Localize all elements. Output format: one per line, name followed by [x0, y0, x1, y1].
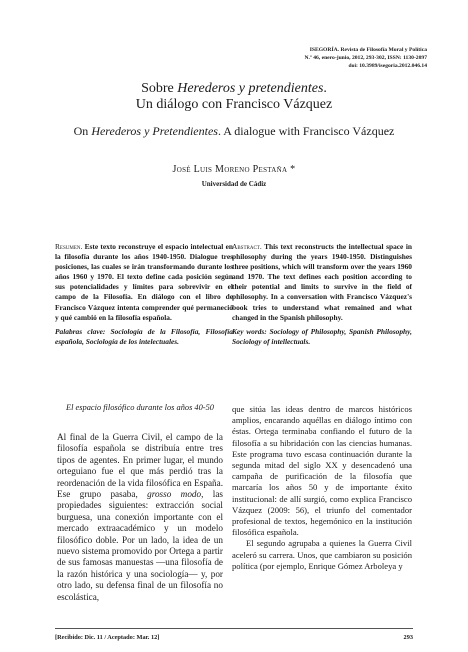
author-name: José Luis Moreno Pestaña *	[172, 164, 296, 175]
title-line2: Un diálogo con Francisco Vázquez	[135, 97, 333, 112]
abstract-en-label: Abstract.	[232, 242, 262, 251]
keywords-en-label: Key words:	[232, 326, 267, 336]
author-affiliation: Universidad de Cádiz	[201, 180, 267, 188]
keywords-es-label: Palabras clave:	[55, 326, 106, 336]
title-italic: Herederos y pretendientes	[177, 81, 324, 96]
article-title	[62, 81, 406, 113]
body-column-left	[57, 402, 223, 603]
abstract-en-text: This text reconstructs the intellectual space in philosophy during the years 1940-1950. Distinguishes three positions, which will transform over the years 1960 and 1970. The text defines each position according to their potential and limits to survive in the field of philosophy. In a conversation with Francisco Vázquez's book tries to understand what remained and what changed in the Spanish philosophy.	[232, 242, 412, 322]
title-suffix: .	[323, 81, 327, 96]
subtitle-italic: Herederos y Pretendientes	[91, 124, 218, 138]
journal-issue: N.º 46, enero-junio, 2012, 293-302, ISSN: 1130-2097	[304, 55, 427, 62]
journal-doi: doi: 10.3989/isegoria.2012.046.14	[348, 63, 427, 70]
body-right-paragraph-2: El segundo agrupaba a quienes la Guerra Civil aceleró su carrera. Unos, que cambiaron su posición política (por ejemplo, Enrique Gómez Arboleya y	[232, 538, 412, 571]
journal-header	[197, 46, 427, 70]
title-prefix: Sobre	[141, 81, 178, 96]
body-column-right	[232, 404, 412, 572]
body-left-text: Al final de la Guerra Civil, el campo de la filosofía española se distribuía entre tres tipos de agentes. En primer lugar, el mundo orteguiano fue el que más perdió tras la reordenación de la vida filosófica en España. Ese grupo pasaba,	[57, 432, 223, 500]
page-number: 293	[403, 634, 413, 641]
body-left-italic: grosso modo	[147, 489, 202, 500]
section-heading: El espacio filosófico durante los años 40-50	[66, 403, 214, 412]
body-right-paragraph-1: que sitúa las ideas dentro de marcos históricos amplios, encarando aquéllas en diálogo íntimo con éstas. Ortega terminaba confiando el futuro de la filosofía a su hibridación con las ciencias humanas. Este programa tuvo escasa continuación durante la segunda mitad del siglo XX y desencadenó una campaña de purificación de la filosofía que marcaría los años 50 y de importante éxito institucional: de allí surgió, como explica Francisco Vázquez (2009: 56), el triunfo del comentador profesional de textos, hegemónico en la institución filosófica española.	[232, 404, 412, 538]
keywords-es-text: Sociología de la Filosofía, Filosofía española, Sociología de los intelectuales.	[55, 326, 233, 346]
abstract-spanish	[55, 242, 233, 351]
keywords-en-text: Sociology of Philosophy, Spanish Philosophy, Sociology of intellectuals.	[232, 326, 413, 346]
subtitle-suffix: . A dialogue with Francisco Vázquez	[217, 124, 395, 138]
body-left-text-rest: , las propiedades siguientes: extracción social burguesa, una conexión importante con el mercado extraacadémico y un modelo filosófico doble. Por un lado, la idea de un nuevo sistema promovido por Ortega a partir de sus famosas manuestas —una filosofía de la razón histórica y una sociología— y, por otro lado, su defensa final de un filosofía no escolástica,	[57, 489, 223, 602]
received-accepted-dates: [Recibido: Dic. 11 / Aceptado: Mar. 12]	[55, 634, 160, 641]
abstract-es-label: Resumen.	[55, 242, 83, 251]
article-subtitle	[62, 124, 406, 139]
abstract-english	[232, 242, 412, 351]
abstract-es-text: Este texto reconstruye el espacio intelectual en la filosofía durante los años 1940-1950. Dialogue tres posiciones, las cuales se irán transformando durante los años 1960 y 1970. El texto define cada posición según sus potencialidades y límites para sobrevivir en el campo de la Filosofía. En diálogo con el libro de Francisco Vázquez intenta comprender qué permaneció y qué cambió en la filosofía española.	[55, 242, 233, 322]
subtitle-prefix: On	[73, 124, 92, 138]
footer-rule	[55, 628, 413, 629]
journal-name: ISEGORÍA. Revista de Filosofía Moral y Política	[309, 47, 427, 53]
